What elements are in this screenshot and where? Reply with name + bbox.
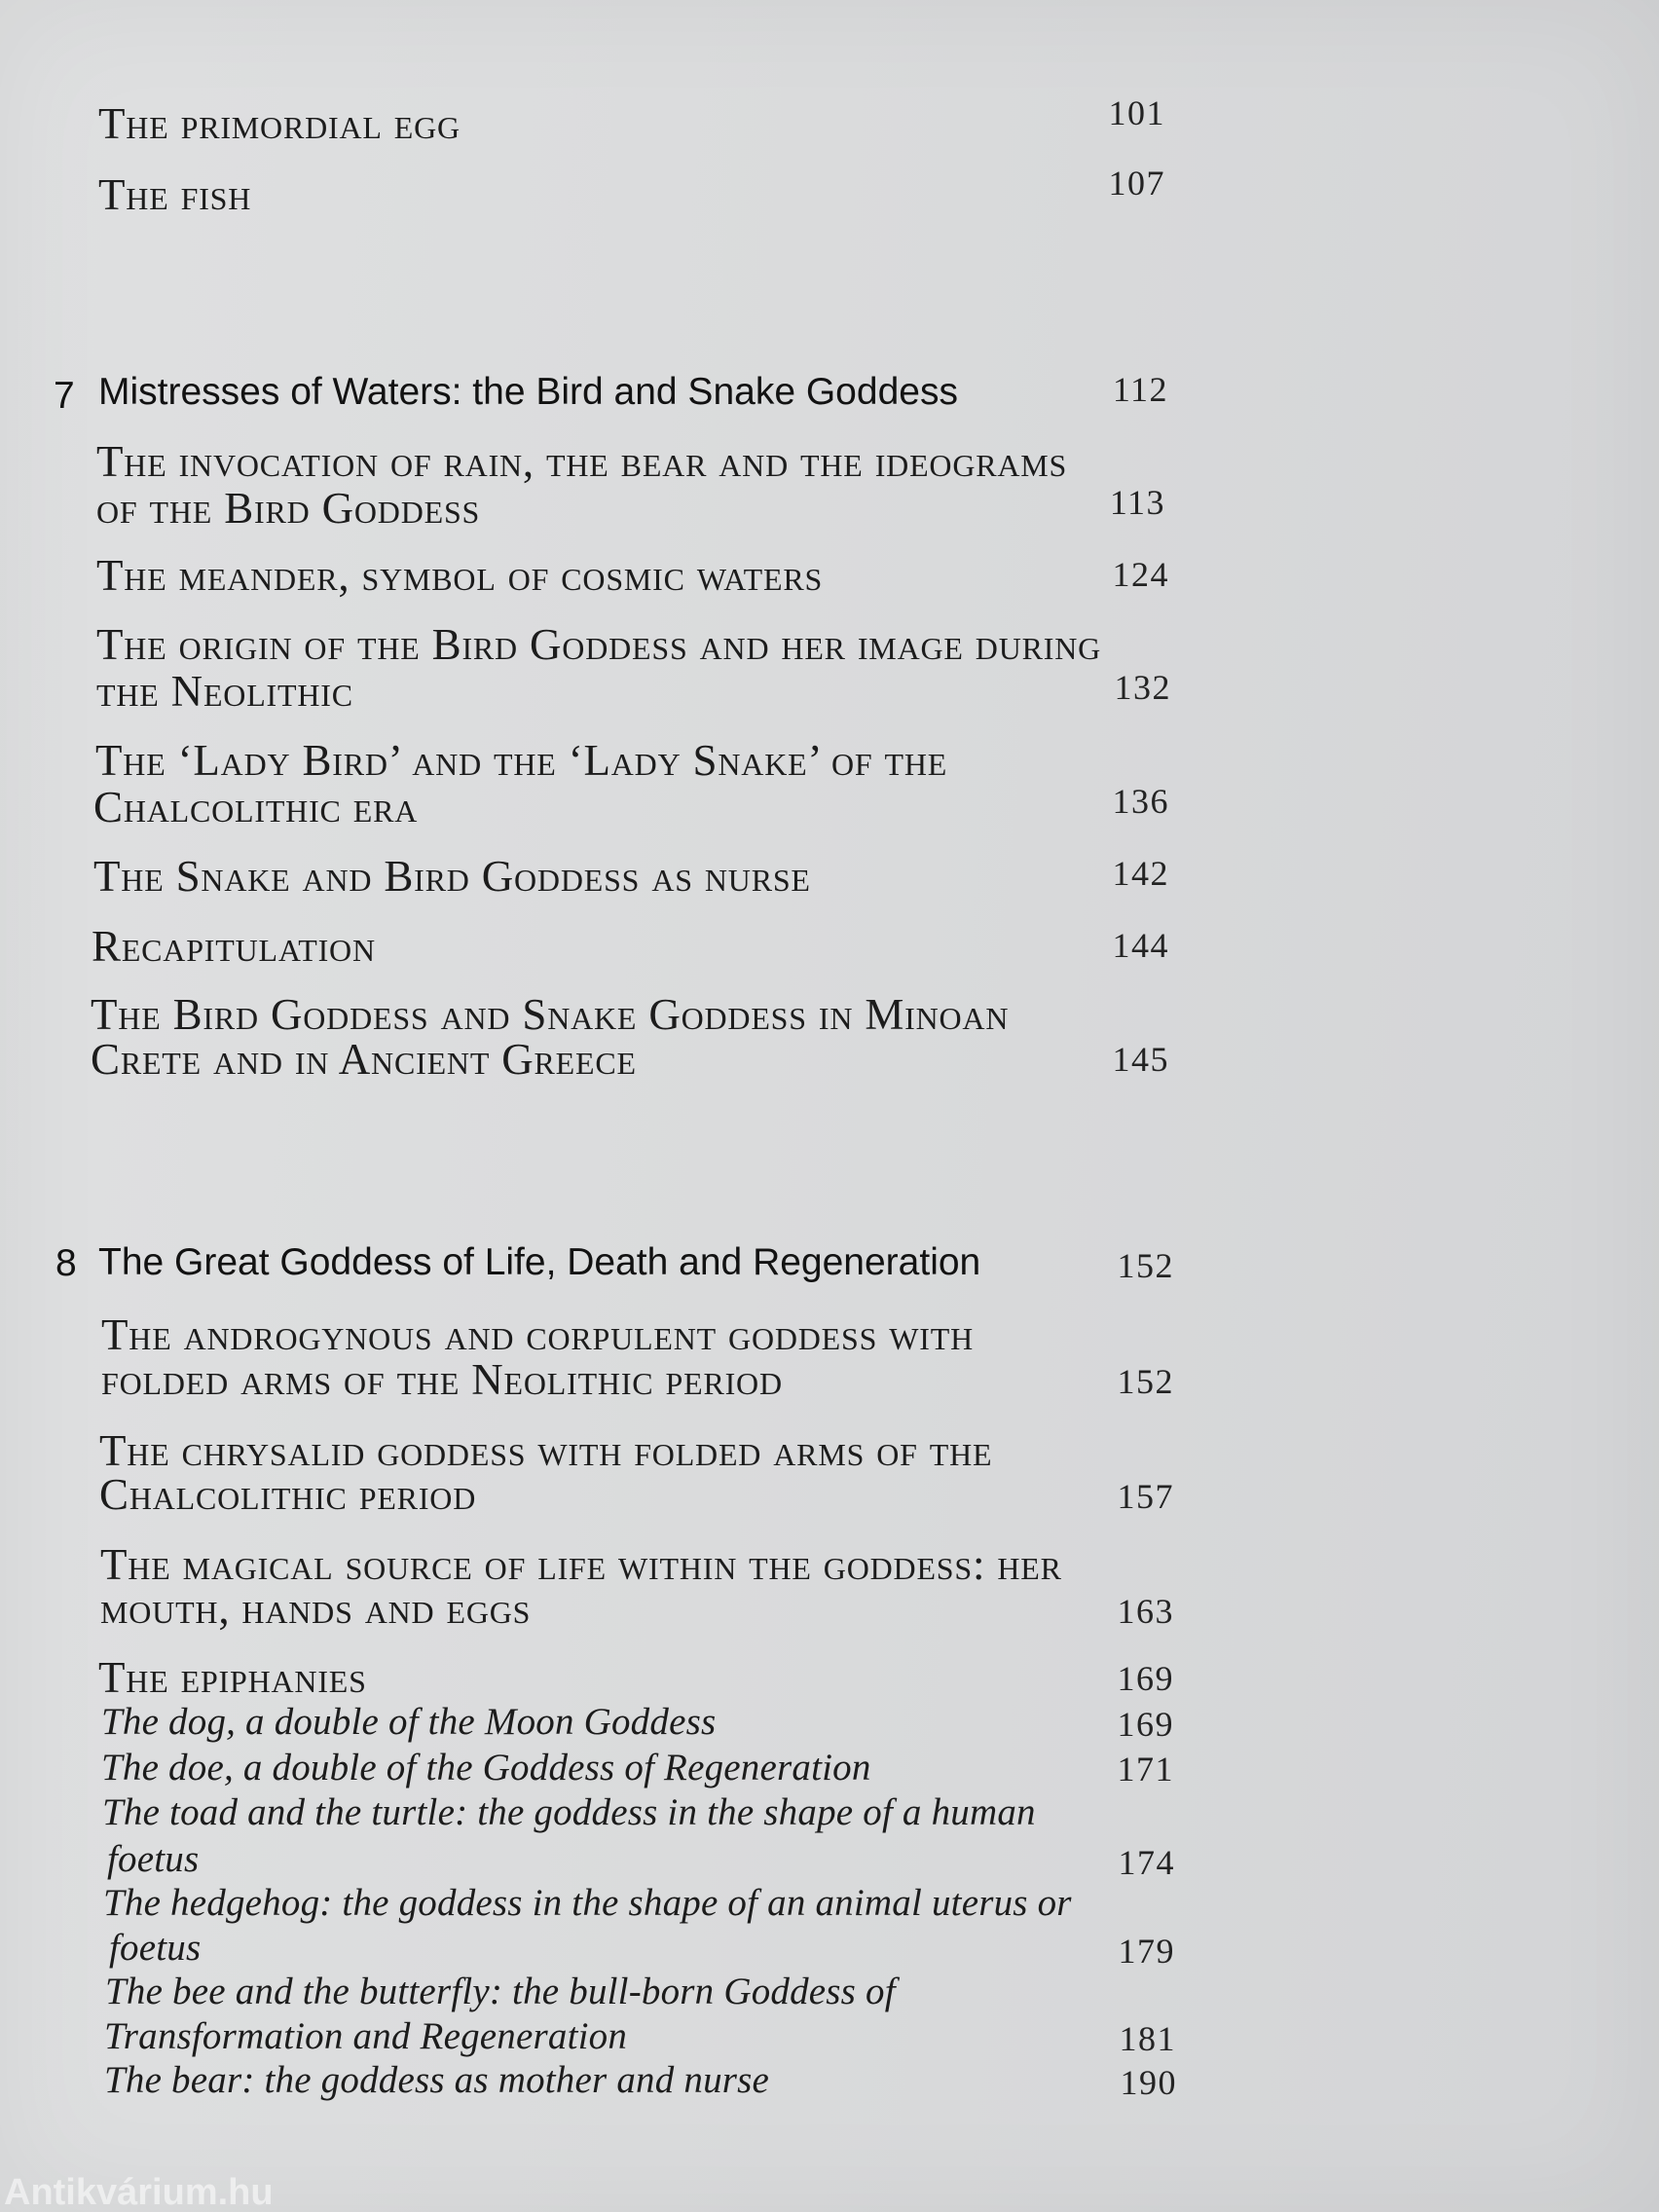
- toc-entry-title-line: The invocation of rain, the bear and the ideograms: [96, 437, 1068, 486]
- toc-entry-title-line: Crete and in Ancient Greece: [91, 1035, 637, 1084]
- chapter-title: Mistresses of Waters: the Bird and Snake Goddess: [98, 371, 958, 413]
- toc-entry-title-line: Chalcolithic era: [93, 783, 419, 831]
- toc-entry-title-line: The epiphanies: [98, 1653, 367, 1702]
- toc-entry-title-line: of the Bird Goddess: [96, 484, 481, 533]
- chapter-page-number: 112: [1112, 370, 1168, 409]
- toc-page-number: 142: [1112, 854, 1169, 893]
- toc-page-number: 163: [1117, 1592, 1174, 1631]
- toc-page-number: 145: [1112, 1040, 1169, 1079]
- toc-entry-title-line: The magical source of life within the goddess: her: [100, 1540, 1062, 1589]
- toc-entry-title-line: The Snake and Bird Goddess as nurse: [93, 852, 811, 901]
- toc-page-number: 113: [1109, 483, 1165, 522]
- toc-subentry-title-line: foetus: [109, 1927, 202, 1969]
- toc-page-number: 169: [1117, 1659, 1174, 1698]
- toc-subentry-page-number: 169: [1117, 1705, 1174, 1744]
- toc-subentry-page-number: 171: [1117, 1750, 1174, 1788]
- toc-page-number: 101: [1108, 93, 1165, 132]
- toc-entry-title-line: The ‘Lady Bird’ and the ‘Lady Snake’ of the: [95, 736, 948, 785]
- toc-page-number: 124: [1112, 555, 1169, 594]
- toc-subentry-page-number: 190: [1120, 2063, 1177, 2102]
- toc-entry-title-line: The meander, symbol of cosmic waters: [96, 551, 824, 600]
- toc-entry-title-line: The Bird Goddess and Snake Goddess in Minoan: [91, 990, 1010, 1039]
- toc-page-number: 152: [1117, 1362, 1174, 1401]
- toc-entry-title-line: The androgynous and corpulent goddess with: [101, 1310, 974, 1359]
- chapter-page-number: 152: [1117, 1246, 1174, 1285]
- toc-subentry-title-line: The bear: the goddess as mother and nurse: [104, 2059, 770, 2101]
- toc-page-number: 136: [1112, 782, 1169, 821]
- toc-entry-title-line: mouth, hands and eggs: [100, 1584, 532, 1633]
- toc-entry-title-line: The fish: [98, 170, 252, 219]
- toc-entry-title-line: folded arms of the Neolithic period: [101, 1355, 783, 1404]
- toc-subentry-title-line: The hedgehog: the goddess in the shape of an animal uterus or: [103, 1882, 1072, 1924]
- chapter-number: 8: [55, 1242, 77, 1284]
- toc-subentry-page-number: 174: [1118, 1843, 1175, 1882]
- toc-subentry-page-number: 179: [1118, 1932, 1175, 1971]
- chapter-number: 7: [54, 375, 75, 417]
- toc-entry-title-line: the Neolithic: [96, 667, 353, 716]
- toc-subentry-title-line: The bee and the butterfly: the bull-born Goddess of: [105, 1971, 896, 2012]
- toc-subentry-title-line: foetus: [107, 1838, 200, 1880]
- watermark: Antikvárium.hu: [4, 2172, 274, 2212]
- toc-subentry-title-line: The dog, a double of the Moon Goddess: [101, 1701, 717, 1743]
- toc-page-number: 132: [1114, 668, 1171, 707]
- toc-subentry-page-number: 181: [1119, 2019, 1176, 2058]
- toc-subentry-title-line: The doe, a double of the Goddess of Regeneration: [101, 1747, 871, 1788]
- toc-subentry-title-line: Transformation and Regeneration: [104, 2015, 628, 2057]
- toc-entry-title-line: The origin of the Bird Goddess and her image during: [96, 620, 1102, 669]
- toc-entry-title-line: Chalcolithic period: [99, 1470, 477, 1519]
- toc-entry-title-line: The chrysalid goddess with folded arms of the: [99, 1426, 993, 1475]
- toc-page-number: 157: [1117, 1477, 1174, 1516]
- toc-entry-title-line: The primordial egg: [98, 99, 461, 148]
- toc-subentry-title-line: The toad and the turtle: the goddess in the shape of a human: [102, 1791, 1036, 1833]
- chapter-title: The Great Goddess of Life, Death and Regeneration: [98, 1241, 981, 1283]
- toc-entry-title-line: Recapitulation: [92, 922, 376, 971]
- toc-page-number: 107: [1108, 164, 1165, 203]
- toc-page-number: 144: [1112, 926, 1169, 965]
